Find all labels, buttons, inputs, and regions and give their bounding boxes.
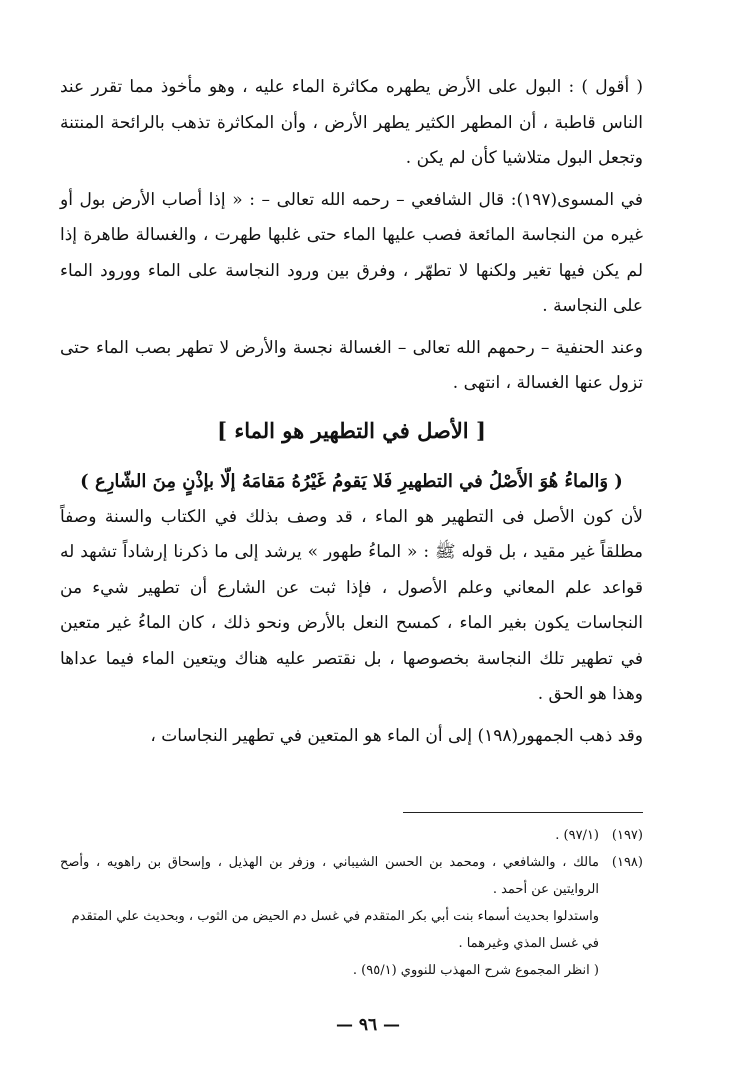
paragraph-3: وعند الحنفية – رحمهم الله تعالى – الغسالة نجسة والأرض لا تطهر بصب الماء حتى تزول عنها الغسالة ، انتهى . [60, 337, 643, 393]
quoted-text: ( وَالماءُ هُوَ الأَصْلُ في التطهيرِ فَلا يَقومُ غَيْرُهُ مَقامَهُ إلّا بإذْنٍ مِنَ الشّارِع ) [80, 470, 623, 492]
paragraph-4: لأن كون الأصل فى التطهير هو الماء ، قد وصف بذلك في الكتاب والسنة وصفاً مطلقاً غير مقيد ، بل قوله ﷺ : « الماءُ طهور » يرشد إلى ما ذكرنا إرشاداً تشهد له قواعد علم المعاني وعلم الأصول ، فإذا ثبت عن الشارع أن تطهير شيء من النجاسات يكون بغير الماء ، كمسح النعل بالأرض ونحو ذلك ، كان الماءُ غير متعين في تطهير تلك النجاسة بخصوصها ، بل نقتصر عليه هناك ويتعين الماء فيما عداها وهذا هو الحق . [60, 506, 643, 704]
footnote-number: (١٩٧) [611, 828, 643, 843]
footnote-text: مالك ، والشافعي ، ومحمد بن الحسن الشيباني ، وزفر بن الهذيل ، وإسحاق بن راهويه ، وأصح الروايتين عن أحمد . [60, 855, 599, 897]
footnote-number: (١٩٨) [611, 855, 643, 870]
main-text [60, 70, 643, 754]
footnote-reference: ( انظر المجموع شرح المهذب للنووي (٩٥/١) . [352, 963, 599, 978]
paragraph-5: وقد ذهب الجمهور(١٩٨) إلى أن الماء هو المتعين في تطهير النجاسات ، [150, 725, 643, 746]
footnote-197 [60, 822, 643, 849]
paragraph-2: في المسوى(١٩٧): قال الشافعي – رحمه الله تعالى – : « إذا أصاب الأرض بول أو غيره من النجاسة المائعة فصب عليها الماء حتى غلبها طهرت ، والغسالة طاهرة إذا لم يكن فيها تغير ولكنها لا تطهّر ، وفرق بين ورود النجاسة على الماء وورود الماء على النجاسة . [60, 189, 643, 316]
footnote-separator [403, 812, 643, 813]
section-heading: [ الأصل في التطهير هو الماء ] [217, 417, 486, 443]
paragraph-1: ( أقول ) : البول على الأرض يطهره مكاثرة الماء عليه ، وهو مأخوذ مما تقرر عند الناس قاطبة ، أن المطهر الكثير يطهر الأرض ، وأن المكاثرة تذهب بالرائحة المنتنة وتجعل البول متلاشيا كأن لم يكن . [60, 77, 643, 168]
footnote-continuation: واستدلوا بحديث أسماء بنت أبي بكر المتقدم في غسل دم الحيض من الثوب ، وبحديث علي المتقدم في غسل المذي وغيرهما . [71, 909, 599, 951]
footnotes [60, 822, 643, 984]
page-number: — ٩٦ — [335, 1015, 401, 1035]
footnote-198 [60, 849, 643, 903]
footnote-text: (٩٧/١) . [555, 828, 599, 843]
